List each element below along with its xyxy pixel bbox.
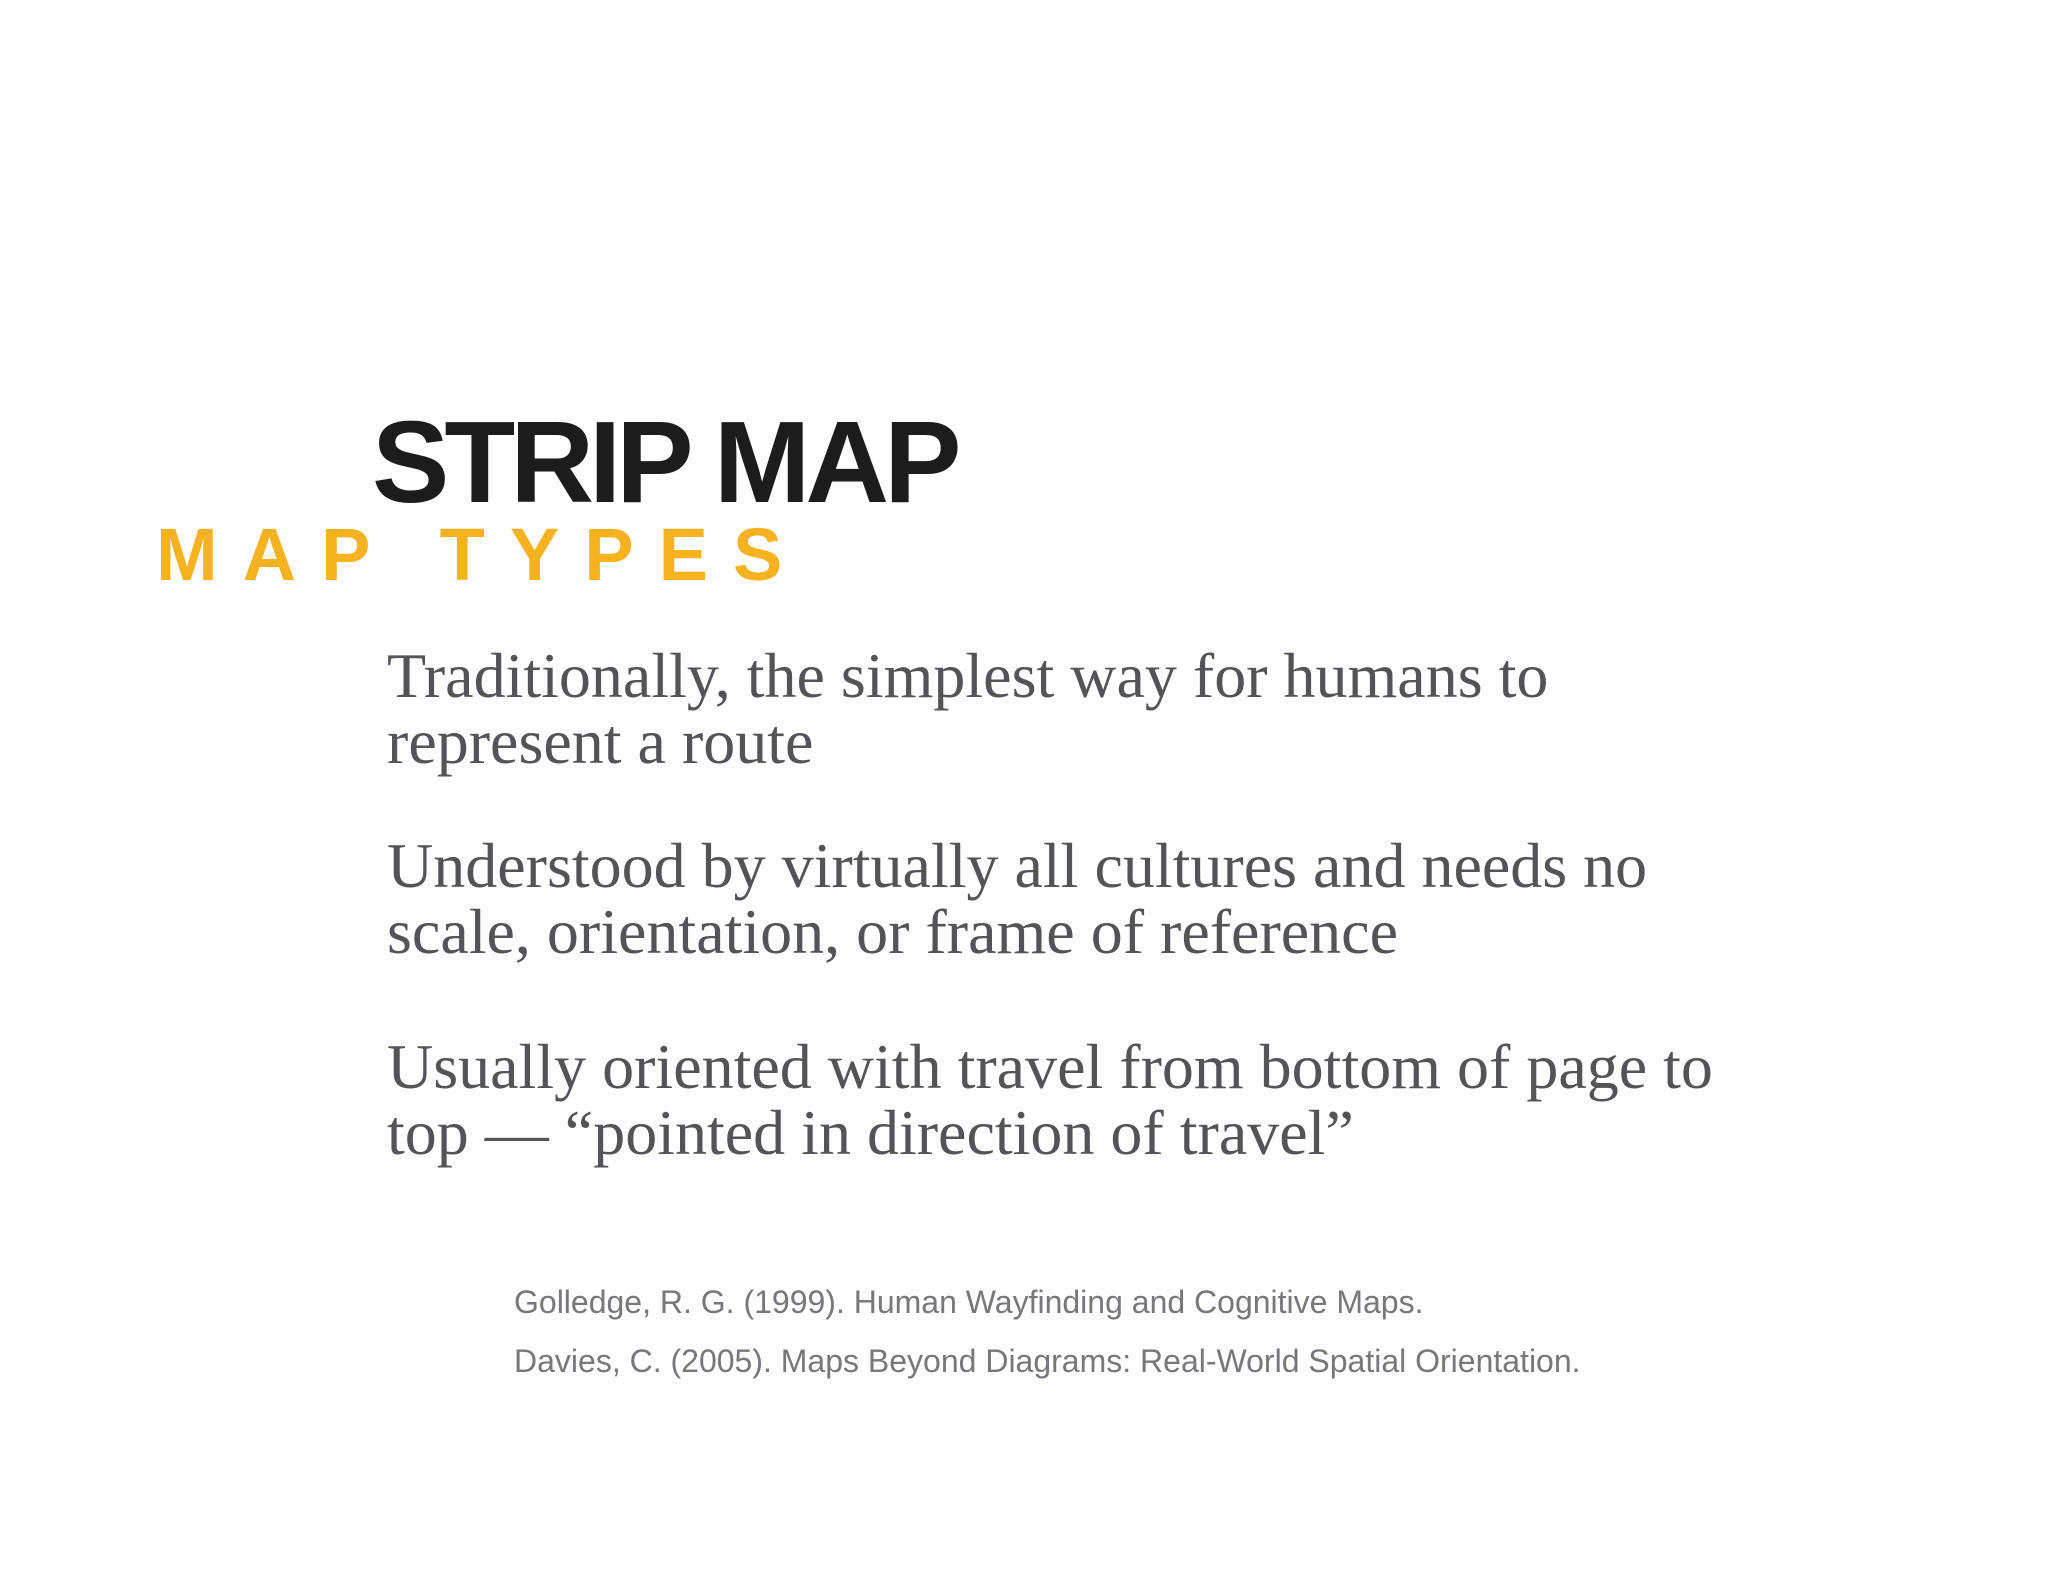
body-paragraph-3: Usually oriented with travel from bottom of page to top — “pointed in direction of travel” (387, 1031, 1713, 1168)
slide-title: STRIP MAP (372, 397, 957, 527)
reference-1: Golledge, R. G. (1999). Human Wayfinding and Cognitive Maps. (514, 1284, 1424, 1320)
body-paragraph-1: Traditionally, the simplest way for humans to represent a route (387, 640, 1549, 777)
body-paragraph-2: Understood by virtually all cultures and needs no scale, orientation, or frame of reference (387, 830, 1648, 967)
slide-subtitle: MAP TYPES (156, 513, 808, 596)
reference-2: Davies, C. (2005). Maps Beyond Diagrams: Real-World Spatial Orientation. (514, 1343, 1581, 1379)
